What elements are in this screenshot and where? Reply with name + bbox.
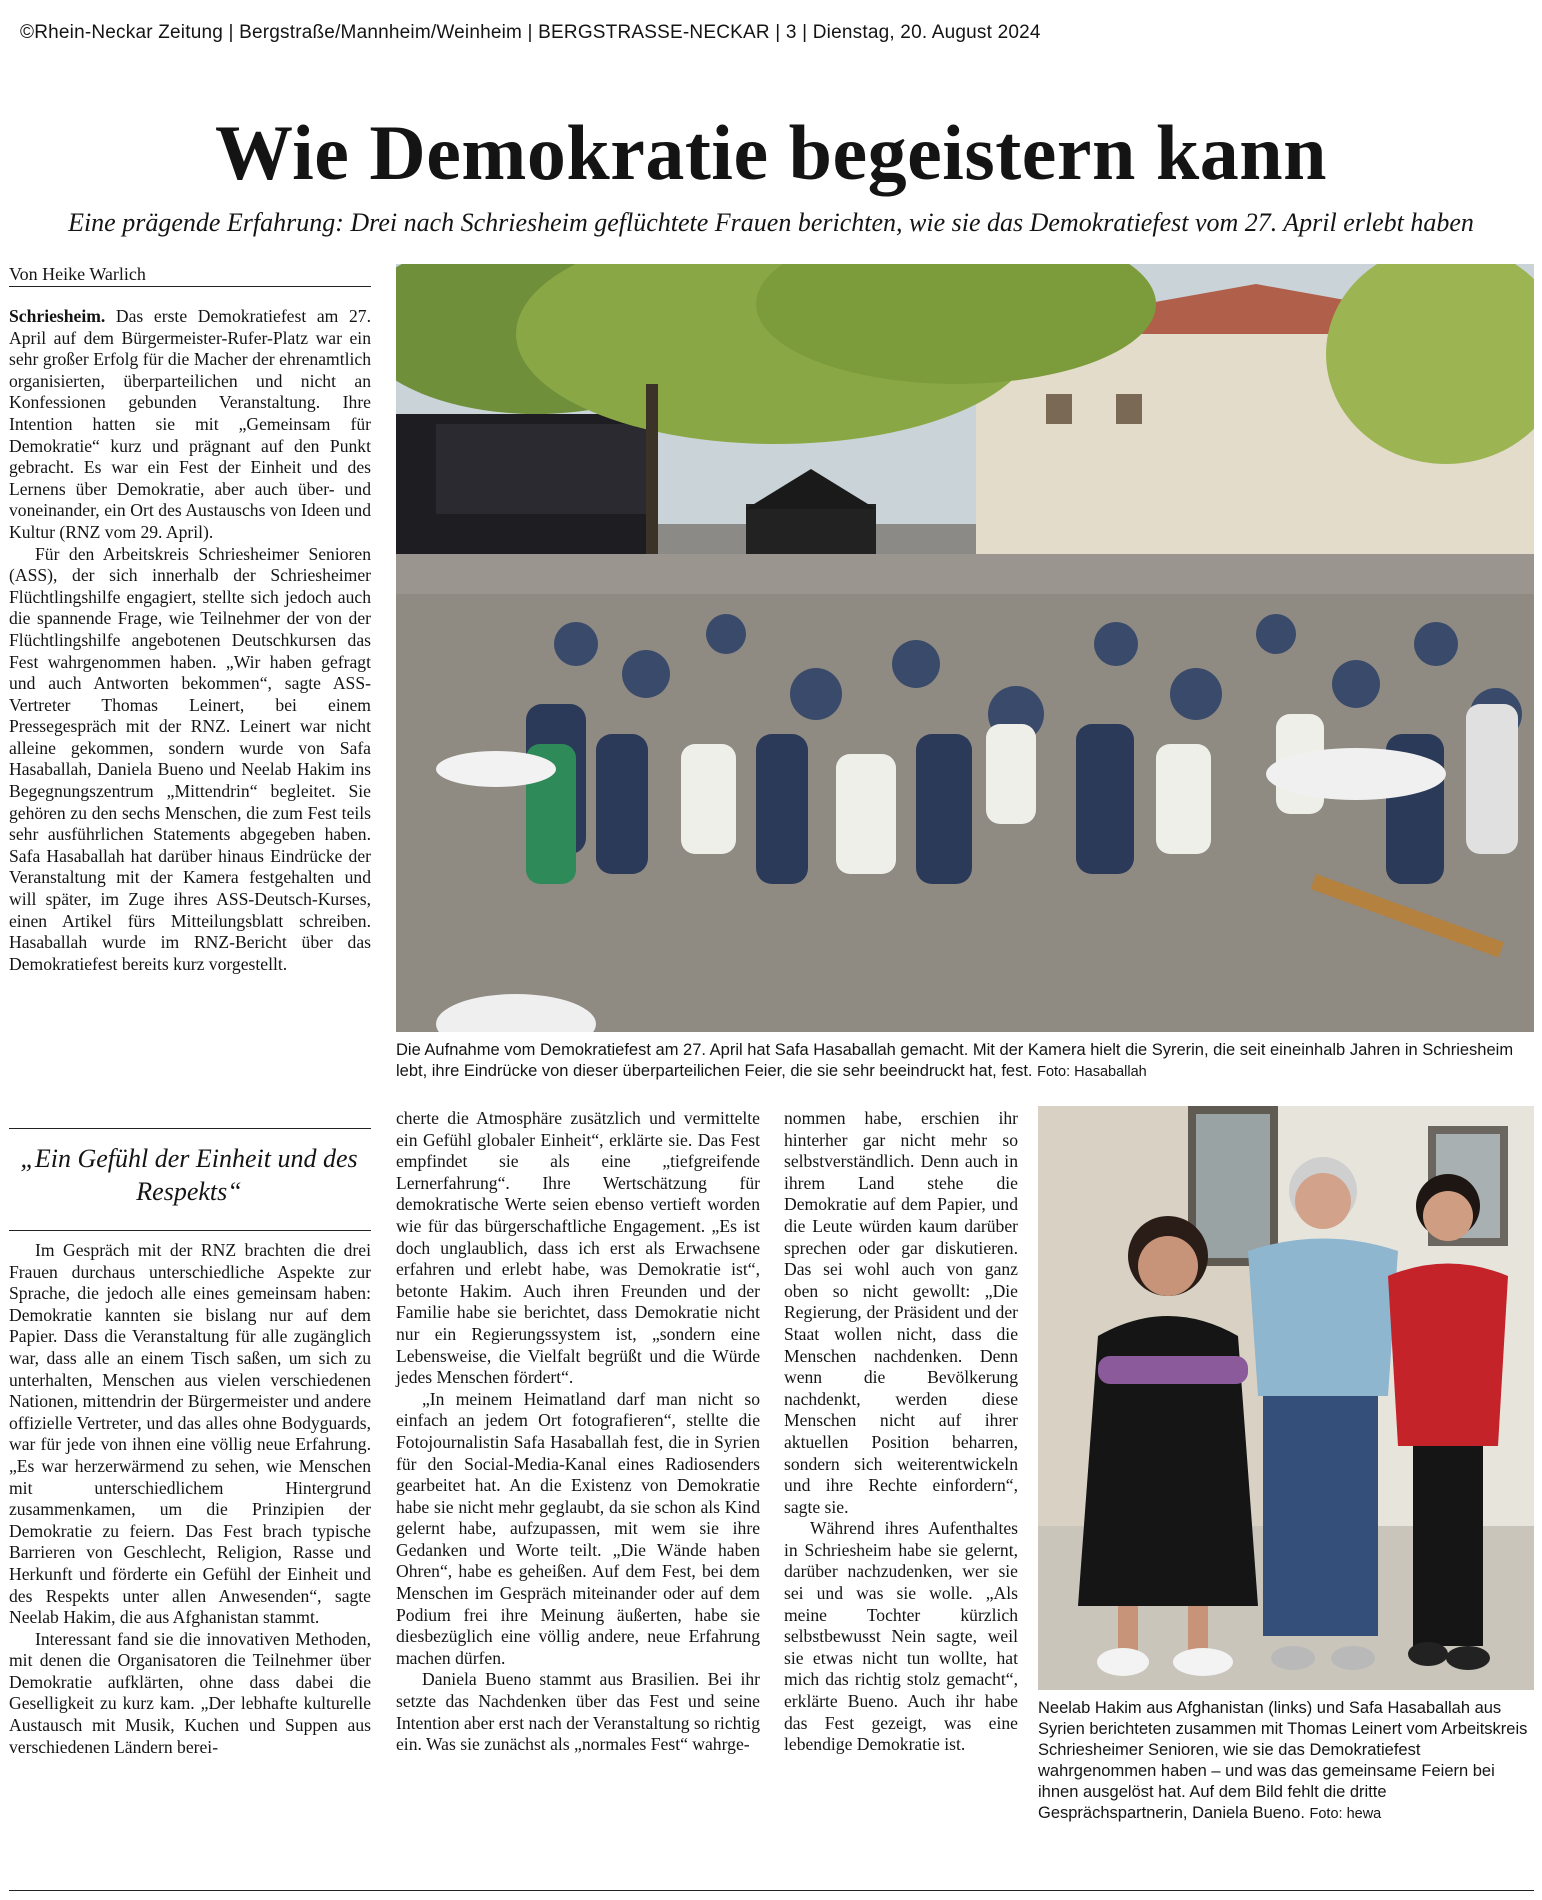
photo-credit: Foto: hewa <box>1309 1806 1382 1822</box>
caption-text: Neelab Hakim aus Afghanistan (links) und Safa Hasaballah aus Syrien berichteten zusammen mit Thomas Leinert vom Arbeitskreis Schriesheimer Senioren, wie sie das Demokratiefest wahrgenommen haben – und was das gemeinsame Feiern bei ihnen ausgelöst hat. Auf dem Bild fehlt die dritte Gesprächspartnerin, Daniela Bueno. <box>1038 1699 1528 1822</box>
photo-credit: Foto: Hasaballah <box>1037 1064 1147 1080</box>
article-paragraph: Interessant fand sie die innovativen Methoden, mit denen die Organisatoren die Teilnehmer über Demokratie aufklärten, ohne dass dabei die Geselligkeit zu kurz kam. „Der lebhafte kulturelle Austausch mit Musik, Kuchen und Suppen aus verschiedenen Ländern berei- <box>9 1628 371 1757</box>
bottom-rule <box>9 1890 1534 1891</box>
subheadline: Eine prägende Erfahrung: Drei nach Schriesheim geflüchtete Frauen berichten, wie sie das Demokratiefest vom 27. April erlebt haben <box>68 208 1474 237</box>
photo-caption-1 <box>396 1040 1534 1083</box>
article-paragraph: nommen habe, erschien ihr hinterher gar nicht mehr so selbstverständlich. Denn auch in ihrem Land stehe die Demokratie auf dem Papier, und die Leute würden kaum darüber sprechen oder gar diskutieren. Das sei wohl auch von ganz oben so nicht gewollt: „Die Regierung, der Präsident und der Staat wollen nicht, dass die Menschen nachdenken. Denn wenn die Bevölkerung nachdenkt, werden diese Menschen nicht auf ihrer aktuellen Position beharren, sondern sich weiterentwickeln und ihre Rechte einfordern“, sagte sie. <box>784 1108 1018 1517</box>
article-column-1-bottom <box>9 1240 371 1758</box>
source-line: ©Rhein-Neckar Zeitung | Bergstraße/Mannheim/Weinheim | BERGSTRASSE-NECKAR | 3 | Dienstag, 20. August 2024 <box>20 22 1041 43</box>
photo-demokratiefest <box>396 264 1534 1032</box>
quote-rule-bottom <box>9 1230 371 1231</box>
article-column-2 <box>396 1108 760 1756</box>
byline-rule <box>9 286 371 287</box>
article-paragraph: Während ihres Aufenthaltes in Schriesheim habe sie gelernt, darüber nachzudenken, wer sie sei und was sie wolle. „Als meine Tochter kürzlich selbstbewusst Nein sagte, weil sie etwas nicht tun wollte, hat mich das richtig stolz gemacht“, erklärte Bueno. Auch ihr habe das Fest gezeigt, was eine lebendige Demokratie ist. <box>784 1518 1018 1755</box>
paragraph-text: Das erste Demokratiefest am 27. April auf dem Bürgermeister-Rufer-Platz war ein sehr großer Erfolg für die Macher der ehrenamtlich organisierten, überparteilichen und nicht an Konfessionen gebunden Veranstaltung. Ihre Intention hatten sie mit „Gemeinsam für Demokratie“ kurz und prägnant auf den Punkt gebracht. Es war ein Fest der Einheit und des Lernens über Demokratie, aber auch über- und voneinander, ein Ort des Austauschs von Ideen und Kultur (RNZ vom 29. April). <box>9 306 371 542</box>
article-column-1-top <box>9 306 371 975</box>
people-portrait-image <box>1038 1106 1534 1690</box>
festival-crowd-image <box>396 264 1534 1032</box>
article-paragraph: „In meinem Heimatland darf man nicht so einfach an jedem Ort fotografieren“, stellte die Fotojournalistin Safa Hasaballah fest, die in Syrien für den Social-Media-Kanal eines Radiosenders gearbeitet hat. An die Existenz von Demokratie habe sie nicht mehr geglaubt, da sie schon als Kind gelernt habe, aufzupassen, mit wem sie ihre Gedanken und Worte teilt. „Die Wände haben Ohren“, habe es geheißen. Auf dem Fest, bei dem Menschen im Gespräch miteinander oder auf dem Podium frei ihre Meinung äußerten, habe sie diesbezüglich eine völlig andere, neue Erfahrung machen dürfen. <box>396 1388 760 1668</box>
article-paragraph: Im Gespräch mit der RNZ brachten die drei Frauen durchaus unterschiedliche Aspekte zur Sprache, die jedoch alle eines gemeinsam haben: Demokratie kannten sie bislang nur auf dem Papier. Dass die Veranstaltung für alle zugänglich war, dass alle an einem Tisch saßen, um sich zu unterhalten, Menschen aus vielen verschiedenen Nationen, mittendrin der Bürgermeister und andere offizielle Vertreter, und das alles ohne Bodyguards, war für jede von ihnen eine völlig neue Erfahrung. „Es war herzerwärmend zu sehen, wie Menschen mit unterschiedlichem Hintergrund zusammenkamen, um die Prinzipien der Demokratie zu feiern. Das Fest brach typische Barrieren von Geschlecht, Religion, Rasse und Herkunft und förderte ein Gefühl der Einheit und des Respekts unter allen Anwesenden“, sagte Neelab Hakim, die aus Afghanistan stammt. <box>9 1240 371 1628</box>
headline: Wie Demokratie begeistern kann <box>215 109 1327 196</box>
article-column-3 <box>784 1108 1018 1756</box>
dateline: Schriesheim. <box>9 306 106 326</box>
quote-rule-top <box>9 1128 371 1129</box>
photo-interview-partners <box>1038 1106 1534 1690</box>
photo-caption-2 <box>1038 1698 1534 1825</box>
pull-quote: „Ein Gefühl der Einheit und des Respekts“ <box>20 1144 358 1206</box>
caption-text: Die Aufnahme vom Demokratiefest am 27. April hat Safa Hasaballah gemacht. Mit der Kamera hielt die Syrerin, die seit eineinhalb Jahren in Schriesheim lebt, ihre Eindrücke von dieser überparteilichen Feier, die sie sehr beeindruckt hat, fest. <box>396 1041 1514 1080</box>
article-paragraph: Daniela Bueno stammt aus Brasilien. Bei ihr setzte das Nachdenken über das Fest und seine Intention aber erst nach der Veranstaltung so richtig ein. Was sie zunächst als „normales Fest“ wahrge- <box>396 1669 760 1755</box>
article-paragraph: Für den Arbeitskreis Schriesheimer Senioren (ASS), der sich innerhalb der Schriesheimer Flüchtlingshilfe engagiert, stellte sich jedoch auch die spannende Frage, wie Teilnehmer der von der Flüchtlingshilfe angebotenen Deutschkursen das Fest wahrgenommen haben. „Wir haben gefragt und auch Antworten bekommen“, sagte ASS-Vertreter Thomas Leinert, bei einem Pressegespräch mit der RNZ. Leinert war nicht alleine gekommen, sondern wurde von Safa Hasaballah, Daniela Bueno und Neelab Hakim ins Begegnungszentrum „Mittendrin“ begleitet. Sie gehören zu den sechs Menschen, die zum Fest teils sehr ausführlichen Statements abgegeben haben. Safa Hasaballah hat darüber hinaus Eindrücke der Veranstaltung mit der Kamera festgehalten und will später, im Zuge ihres ASS-Deutsch-Kurses, einen Artikel fürs Mitteilungsblatt schreiben. Hasaballah wurde im RNZ-Bericht über das Demokratiefest bereits kurz vorgestellt. <box>9 543 371 974</box>
article-paragraph <box>9 306 371 544</box>
byline: Von Heike Warlich <box>9 264 146 284</box>
article-paragraph: cherte die Atmosphäre zusätzlich und vermittelte ein Gefühl globaler Einheit“, erklärte sie. Das Fest empfindet sie als eine „tiefgreifende Lernerfahrung“. Ihre Wertschätzung für demokratische Werte seien ebenso vertieft worden wie für das bürgerschaftliche Engagement. „Es ist doch unglaublich, dass ich erst als Erwachsene erfahren und erlebt habe, was Demokratie ist“, betonte Hakim. Auch ihren Freunden und der Familie habe sie berichtet, dass Demokratie nicht nur ein Regierungssystem ist, „sondern eine Lebensweise, die Vielfalt begrüßt und die Würde jedes Menschen fördert“. <box>396 1108 760 1388</box>
